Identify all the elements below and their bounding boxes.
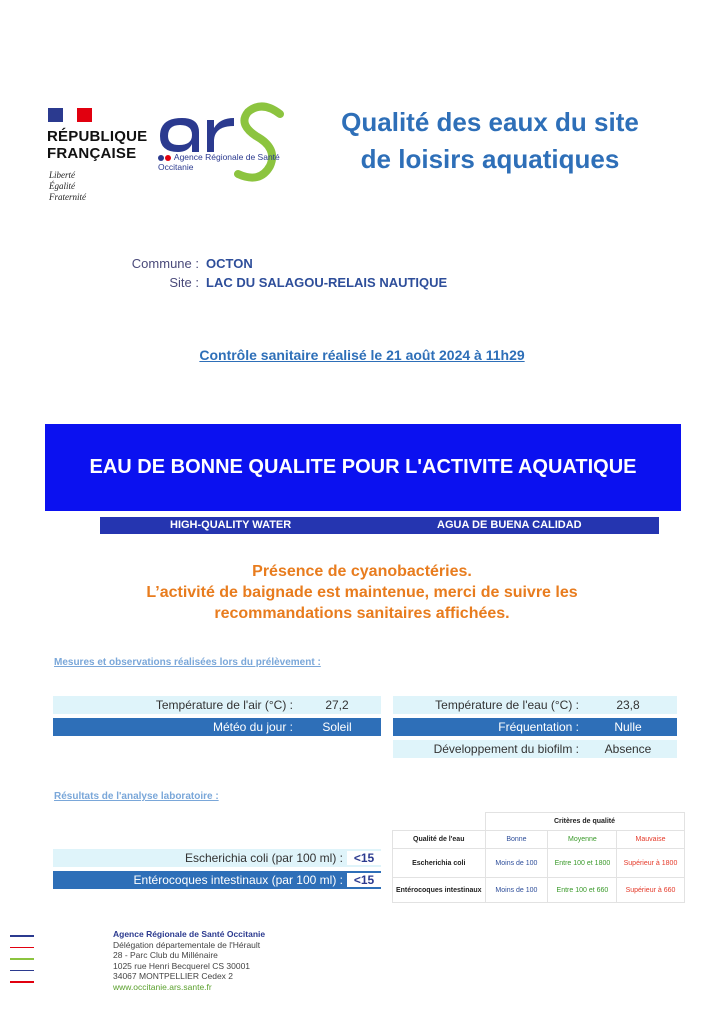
enterococci-value: <15 <box>347 873 381 887</box>
footer-org: Agence Régionale de Santé Occitanie <box>113 929 266 939</box>
ecoli-label: Escherichia coli (par 100 ml) : <box>184 851 343 865</box>
ecoli-value: <15 <box>347 851 381 865</box>
water-quality-header: Qualité de l'eau <box>393 831 486 849</box>
mauvaise-header: Mauvaise <box>617 831 684 849</box>
motto <box>49 170 86 203</box>
biofilm-row <box>393 740 677 758</box>
criteria-ecoli-bonne: Moins de 100 <box>485 849 548 878</box>
criteria-ecoli-row <box>393 849 685 878</box>
bonne-header: Bonne <box>485 831 548 849</box>
meteo-value: Soleil <box>322 720 352 734</box>
air-temperature-value: 27,2 <box>325 698 349 712</box>
results-title: Résultats de l'analyse laboratoire : <box>54 791 219 802</box>
warning-line-1: Présence de cyanobactéries. <box>252 563 472 580</box>
frequentation-label: Fréquentation : <box>498 720 579 734</box>
control-date: Contrôle sanitaire réalisé le 21 août 2024 à 11h29 <box>199 347 525 363</box>
enterococci-label: Entérocoques intestinaux (par 100 ml) : <box>133 873 343 887</box>
meteo-label: Météo du jour : <box>212 720 293 734</box>
biofilm-value: Absence <box>604 742 652 756</box>
commune-label: Commune : <box>131 256 199 271</box>
footer-bar-navy <box>10 935 34 937</box>
footer-line-3: 1025 rue Henri Becquerel CS 30001 <box>113 960 251 971</box>
criteria-title-row <box>393 813 685 831</box>
footer-address <box>113 929 265 992</box>
criteria-title: Critères de qualité <box>485 813 684 831</box>
title-line-1: Qualité des eaux du site <box>341 107 639 137</box>
ars-logo-icon <box>152 100 302 190</box>
criteria-ecoli-label: Escherichia coli <box>393 849 486 878</box>
page-title <box>300 104 680 178</box>
criteria-header-row <box>393 831 685 849</box>
republique-line: RÉPUBLIQUE <box>47 128 148 145</box>
motto-egalite: Égalité <box>49 181 75 191</box>
site-value: LAC DU SALAGOU-RELAIS NAUTIQUE <box>206 275 448 290</box>
site-label: Site : <box>169 275 199 290</box>
footer-bar-navy-2 <box>10 970 34 972</box>
ecoli-row <box>53 849 381 867</box>
criteria-entero-label: Entérocoques intestinaux <box>393 878 486 903</box>
air-temperature-label: Température de l'air (°C) : <box>155 698 293 712</box>
ars-region: Occitanie <box>158 162 194 172</box>
water-temperature-row <box>393 696 677 714</box>
criteria-entero-mauvaise: Supérieur à 660 <box>617 878 684 903</box>
ars-tagline <box>158 152 280 172</box>
quality-translations <box>100 517 659 534</box>
footer-line-2: 28 - Parc Club du Millénaire <box>113 950 218 960</box>
footer-color-bars <box>10 935 34 993</box>
quality-criteria-table <box>392 812 685 903</box>
ars-name: Agence Régionale de Santé <box>173 152 280 162</box>
ars-dot-blue-icon <box>158 155 164 161</box>
republique-francaise-logo <box>47 128 147 162</box>
criteria-ecoli-mauvaise: Supérieur à 1800 <box>617 849 684 878</box>
quality-banner: EAU DE BONNE QUALITE POUR L'ACTIVITE AQUATIQUE <box>45 424 681 511</box>
frequentation-value: Nulle <box>614 720 642 734</box>
footer-line-1: Délégation départementale de l'Hérault <box>113 939 261 950</box>
footer-line-4: 34067 MONTPELLIER Cedex 2 <box>113 971 234 981</box>
motto-fraternite: Fraternité <box>49 192 86 202</box>
commune-value: OCTON <box>206 256 253 271</box>
criteria-entero-row <box>393 878 685 903</box>
quality-spanish: AGUA DE BUENA CALIDAD <box>437 519 582 531</box>
ars-dot-red-icon <box>165 155 171 161</box>
moyenne-header: Moyenne <box>548 831 617 849</box>
footer-website-link[interactable]: www.occitanie.ars.sante.fr <box>113 981 212 992</box>
footer-bar-green <box>10 958 34 960</box>
warning-line-2: L’activité de baignade est maintenue, merci de suivre les <box>146 584 578 601</box>
enterococci-row <box>53 871 381 889</box>
criteria-entero-bonne: Moins de 100 <box>485 878 548 903</box>
biofilm-label: Développement du biofilm : <box>433 742 579 756</box>
warning-line-3: recommandations sanitaires affichées. <box>214 605 510 622</box>
measures-title: Mesures et observations réalisées lors du prélèvement : <box>54 657 321 668</box>
air-temperature-row <box>53 696 381 714</box>
frequentation-row <box>393 718 677 736</box>
footer-bar-red-2 <box>10 981 34 983</box>
title-line-2: de loisirs aquatiques <box>360 144 620 174</box>
cyanobacteria-warning <box>0 561 724 624</box>
motto-liberte: Liberté <box>49 170 75 180</box>
marianne-flag-icon <box>48 108 92 122</box>
criteria-ecoli-moyenne: Entre 100 et 1800 <box>548 849 617 878</box>
criteria-entero-moyenne: Entre 100 et 660 <box>548 878 617 903</box>
footer-bar-red <box>10 947 34 949</box>
water-temperature-label: Température de l'eau (°C) : <box>435 698 579 712</box>
meteo-row <box>53 718 381 736</box>
quality-english: HIGH-QUALITY WATER <box>170 519 292 531</box>
francaise-line: FRANÇAISE <box>47 145 137 162</box>
water-temperature-value: 23,8 <box>616 698 640 712</box>
